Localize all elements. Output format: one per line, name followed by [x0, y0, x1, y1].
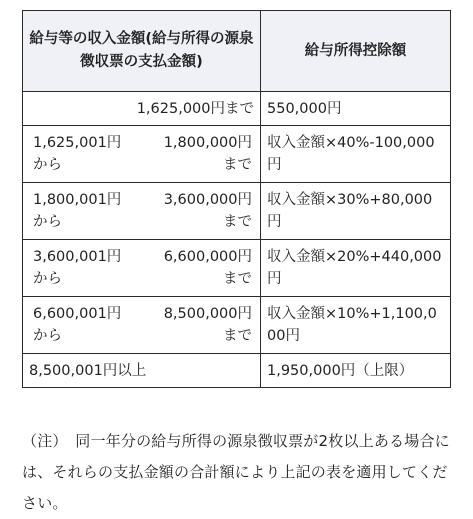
income-lower-bound: 3,600,001円 [33, 249, 122, 265]
table-row [23, 92, 451, 126]
income-upper-suffix: まで [223, 328, 252, 344]
salary-deduction-table [22, 10, 451, 388]
table-row [23, 297, 451, 354]
income-lower-suffix: から [33, 328, 62, 344]
income-upper-bound: 8,500,000円 [163, 306, 252, 322]
income-lower-bound: 1,800,001円 [33, 192, 122, 208]
income-range-cell [23, 297, 261, 354]
table-row [23, 183, 451, 240]
income-upper-suffix: まで [223, 157, 252, 173]
income-upper-bound: 3,600,000円 [163, 192, 252, 208]
income-column-header: 給与等の収入金額(給与所得の源泉徴収票の支払金額) [23, 11, 261, 92]
income-upper-suffix: まで [223, 271, 252, 287]
income-lower-bound: 8,500,001円以上 [29, 362, 147, 379]
deduction-cell: 1,950,000円（上限） [261, 354, 451, 388]
deduction-cell: 収入金額×40%-100,000円 [261, 126, 451, 183]
header-row [23, 11, 451, 92]
table-row [23, 354, 451, 388]
income-upper-bound: 1,625,000円まで [136, 100, 254, 117]
income-lower-bound: 6,600,001円 [33, 306, 122, 322]
income-upper-bound: 6,600,000円 [163, 249, 252, 265]
deduction-column-header: 給与所得控除額 [261, 11, 451, 92]
deduction-cell: 550,000円 [261, 92, 451, 126]
table-body [23, 92, 451, 388]
deduction-cell: 収入金額×20%+440,000円 [261, 240, 451, 297]
deduction-cell: 収入金額×30%+80,000円 [261, 183, 451, 240]
income-range-cell [23, 92, 261, 126]
footnote: （注） 同一年分の給与所得の源泉徴収票が2枚以上ある場合には、それらの支払金額の合計額により上記の表を適用してください。 [22, 432, 450, 512]
income-lower-suffix: から [33, 157, 62, 173]
income-range-cell [23, 183, 261, 240]
table-header [23, 11, 451, 92]
income-lower-suffix: から [33, 271, 62, 287]
table-row [23, 240, 451, 297]
income-lower-bound: 1,625,001円 [33, 135, 122, 151]
income-upper-suffix: まで [223, 214, 252, 230]
income-range-cell [23, 126, 261, 183]
table-row [23, 126, 451, 183]
deduction-cell: 収入金額×10%+1,100,000円 [261, 297, 451, 354]
income-range-cell [23, 240, 261, 297]
income-range-cell [23, 354, 261, 388]
income-upper-bound: 1,800,000円 [163, 135, 252, 151]
income-lower-suffix: から [33, 214, 62, 230]
